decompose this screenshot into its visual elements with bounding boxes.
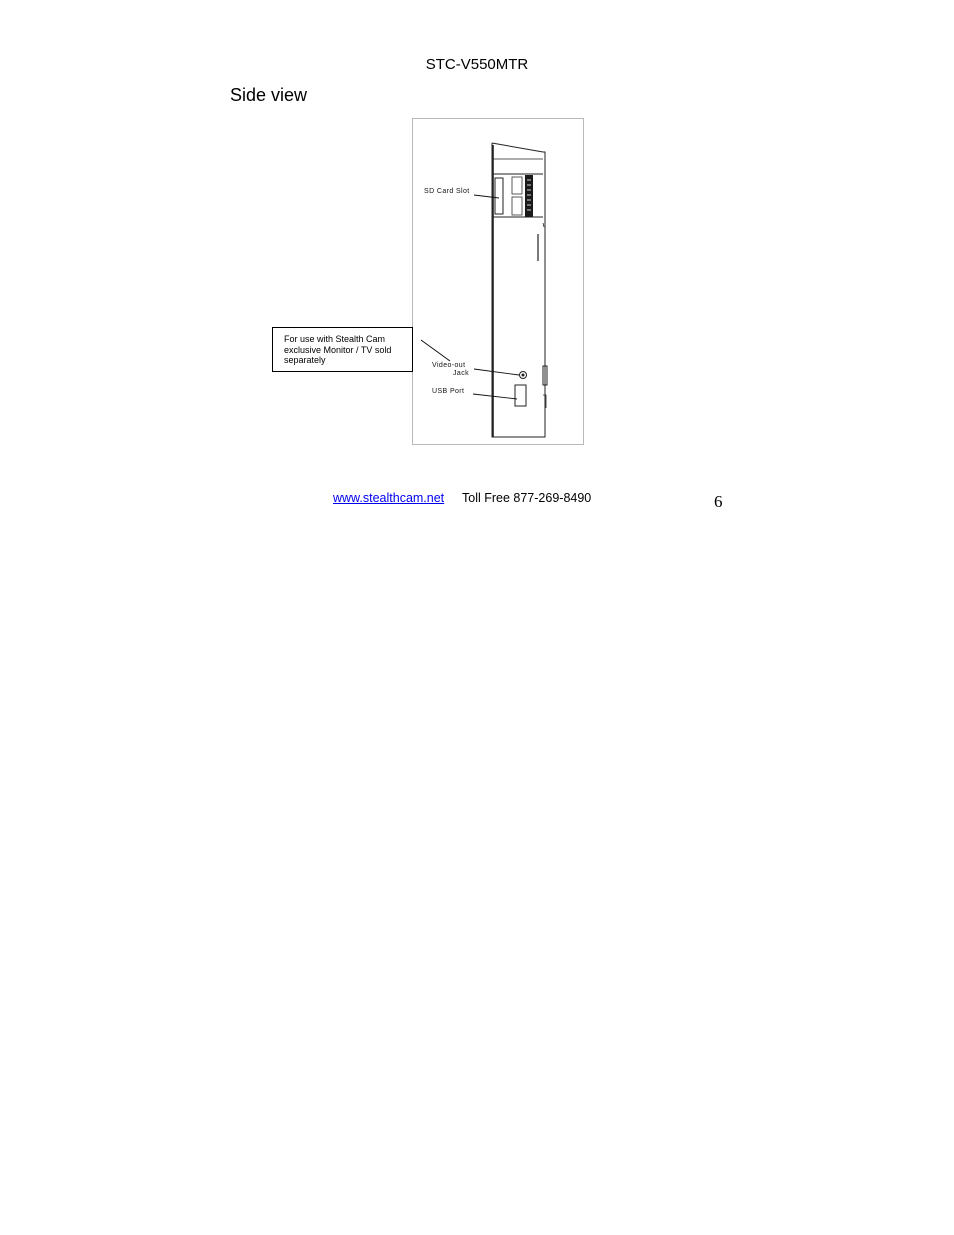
camera-side-view-drawing — [413, 119, 585, 446]
page-number: 6 — [714, 492, 723, 511]
section-title: Side view — [230, 85, 308, 105]
usb-port-icon — [515, 385, 526, 406]
side-view-figure — [412, 118, 584, 445]
monitor-note-box — [272, 327, 413, 372]
usb-port-label: USB Port — [432, 388, 465, 395]
video-out-label: Video-out — [432, 362, 466, 369]
note-line: separately — [284, 355, 326, 365]
note-line: exclusive Monitor / TV sold — [284, 344, 392, 355]
document-header-model: STC-V550MTR — [425, 56, 529, 73]
website-link[interactable]: www.stealthcam.net — [333, 491, 445, 505]
card-icon — [512, 197, 522, 215]
sd-card-slot-label: SD Card Slot — [424, 188, 470, 195]
video-out-jack-label: Jack — [453, 370, 469, 377]
toll-free-phone: Toll Free 877-269-8490 — [462, 491, 592, 505]
note-pointer-line — [419, 338, 453, 364]
card-icon — [512, 177, 522, 194]
note-line: For use with Stealth Cam — [284, 334, 386, 344]
